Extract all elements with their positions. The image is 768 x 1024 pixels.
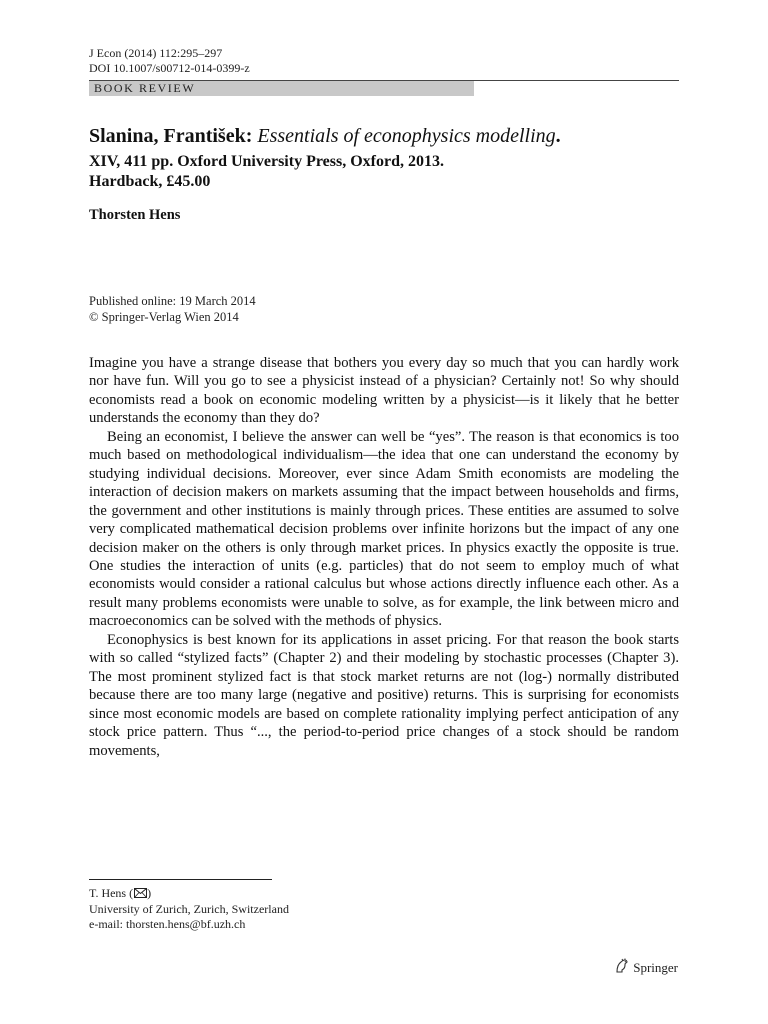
journal-citation: J Econ (2014) 112:295–297: [89, 46, 223, 60]
book-author: Slanina, František:: [89, 125, 253, 147]
author-footnote: [89, 886, 289, 932]
springer-wordmark: Springer: [633, 960, 678, 975]
reviewer-name: Thorsten Hens: [89, 207, 181, 223]
body-paragraph: Imagine you have a strange disease that bothers you every day so much that you can hardly work nor have fun. Will you go to see a physicist instead of a physician? Certainly not! So why should economists read a book on economic modeling written by a physicist—is it likely that he better understands the economy than they do?: [89, 355, 679, 427]
publication-line-2: Hardback, £45.00: [89, 173, 211, 190]
copyright-line: © Springer-Verlag Wien 2014: [89, 310, 239, 324]
article-page: [89, 46, 679, 760]
published-online: Published online: 19 March 2014: [89, 294, 256, 308]
section-header: [89, 80, 679, 97]
springer-horse-icon: [614, 958, 633, 978]
footnote-author-name-end: ): [147, 886, 152, 900]
footnote-rule: [89, 879, 272, 880]
body-paragraph: Econophysics is best known for its applications in asset pricing. For that reason the book starts with so called “stylized facts” (Chapter 2) and their modeling by stochastic processes (Chapter 3). The most prominent stylized fact is that stock market returns are not (log-) normally distributed because there are too many large (negative and positive) returns. This is surprising for economists since most economic models are based on complete rationality implying perfect anticipation of any stock price pattern. Thus “..., the period-to-period price changes of a stock should be random movements,: [89, 631, 679, 759]
book-title-period: .: [555, 125, 561, 147]
publication-dates: [89, 293, 679, 325]
journal-doi: DOI 10.1007/s00712-014-0399-z: [89, 61, 250, 75]
book-title-line: [89, 124, 679, 148]
footnote-author-name: T. Hens (: [89, 886, 134, 900]
footnote-affiliation: University of Zurich, Zurich, Switzerland: [89, 902, 289, 916]
envelope-icon[interactable]: [134, 887, 147, 902]
journal-reference: [89, 46, 679, 76]
section-label: BOOK REVIEW: [94, 81, 196, 95]
publication-info: [89, 152, 679, 192]
footnote-email[interactable]: e-mail: thorsten.hens@bf.uzh.ch: [89, 917, 246, 931]
article-body: [89, 354, 679, 760]
publication-line-1: XIV, 411 pp. Oxford University Press, Oxford, 2013.: [89, 153, 444, 170]
publisher-logo: [614, 958, 678, 978]
book-title: Essentials of econophysics modelling: [257, 125, 556, 147]
body-paragraph: Being an economist, I believe the answer can well be “yes”. The reason is that economics is too much based on methodological individualism—the idea that one can understand the economy by studying individual decisions. Moreover, ever since Adam Smith economists are modeling the interaction of decision makers on markets assuming that the impact between households and firms, the government and other institutions is mainly through prices. These entities are assumed to solve very complicated mathematical decision problems over infinite horizons but the impact of any one decision maker on the others is only through market prices. In physics exactly the opposite is true. One studies the interaction of units (e.g. particles) that do not seem to employ much of what economists would consider a rational calculus but whose actions directly influence each other. As a result many problems economists were unable to solve, as for example, the link between micro and macroeconomics can be solved with the methods of physics.: [89, 428, 679, 630]
footnote-author: [89, 886, 289, 902]
